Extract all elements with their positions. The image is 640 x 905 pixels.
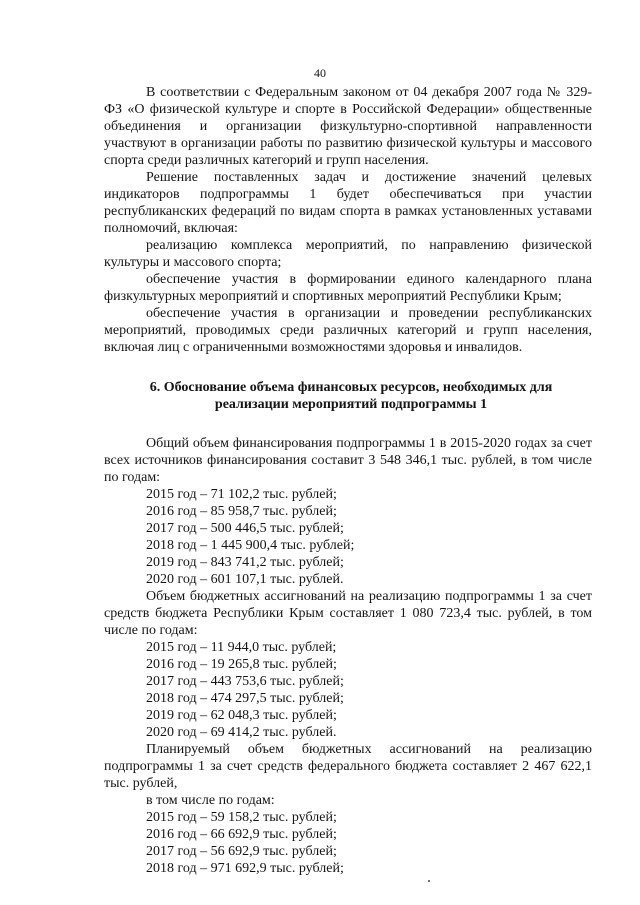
crimea-year-line: 2019 год – 62 048,3 тыс. рублей; <box>146 708 337 723</box>
paragraph-tasks: Решение поставленных задач и достижение значений целевых индикаторов подпрограммы 1 будет обеспечиваться при участии республиканских федераций по видам спорта в рамках установленных уставами полномочий, включая: <box>104 170 592 236</box>
federal-year-line: 2018 год – 971 692,9 тыс. рублей; <box>146 861 344 876</box>
federal-year-line: 2016 год – 66 692,9 тыс. рублей; <box>146 827 337 842</box>
crimea-year-line: 2017 год – 443 753,6 тыс. рублей; <box>146 674 344 689</box>
paragraph-item-events: обеспечение участия в организации и проведении республиканских мероприятий, проводимых среди различных категорий и групп населения, включая лиц с ограниченными возможностями здоровья и инвалидов. <box>104 306 592 355</box>
federal-by-years-label: в том числе по годам: <box>146 793 275 808</box>
total-year-line: 2016 год – 85 958,7 тыс. рублей; <box>146 504 337 519</box>
paragraph-federal-budget: Планируемый объем бюджетных ассигнований на реализацию подпрограммы 1 за счет средств федерального бюджета составляет 2 467 622,1 тыс. рублей, <box>104 742 592 791</box>
crimea-year-line: 2016 год – 19 265,8 тыс. рублей; <box>146 657 337 672</box>
paragraph-federal-law: В соответствии с Федеральным законом от 04 декабря 2007 года № 329-ФЗ «О физической культуре и спорте в Российской Федерации» общественные объединения и организации физкультурно-спортивной направленности участвуют в организации работы по развитию физической культуры и массового спорта среди различных категорий и групп населения. <box>104 85 592 168</box>
total-year-line: 2015 год – 71 102,2 тыс. рублей; <box>146 487 337 502</box>
total-year-line: 2017 год – 500 446,5 тыс. рублей; <box>146 521 344 536</box>
section-heading: 6. Обоснование объема финансовых ресурсов, необходимых для реализации мероприятий подпрограммы 1 <box>149 380 553 412</box>
crimea-year-line: 2020 год – 69 414,2 тыс. рублей. <box>146 725 337 740</box>
total-year-line: 2019 год – 843 741,2 тыс. рублей; <box>146 555 344 570</box>
paragraph-total-financing: Общий объем финансирования подпрограммы 1 в 2015-2020 годах за счет всех источников финансирования составит 3 548 346,1 тыс. рублей, в том числе по годам: <box>104 436 592 485</box>
page-number: 40 <box>314 66 326 80</box>
crimea-year-line: 2018 год – 474 297,5 тыс. рублей; <box>146 691 344 706</box>
total-year-line: 2018 год – 1 445 900,4 тыс. рублей; <box>146 538 355 553</box>
crimea-year-line: 2015 год – 11 944,0 тыс. рублей; <box>146 640 337 655</box>
federal-year-line: 2015 год – 59 158,2 тыс. рублей; <box>146 810 337 825</box>
document-body <box>104 84 592 877</box>
paragraph-item-calendar: обеспечение участия в формировании единого календарного плана физкультурных мероприятий и спортивных мероприятий Республики Крым; <box>104 272 592 304</box>
total-year-line: 2020 год – 601 107,1 тыс. рублей. <box>146 572 344 587</box>
paragraph-crimea-budget: Объем бюджетных ассигнований на реализацию подпрограммы 1 за счет средств бюджета Республики Крым составляет 1 080 723,4 тыс. рублей, в том числе по годам: <box>104 589 592 638</box>
paragraph-item-complex: реализацию комплекса мероприятий, по направлению физической культуры и массового спорта; <box>104 238 592 270</box>
scan-speck <box>428 880 430 882</box>
federal-year-line: 2017 год – 56 692,9 тыс. рублей; <box>146 844 337 859</box>
